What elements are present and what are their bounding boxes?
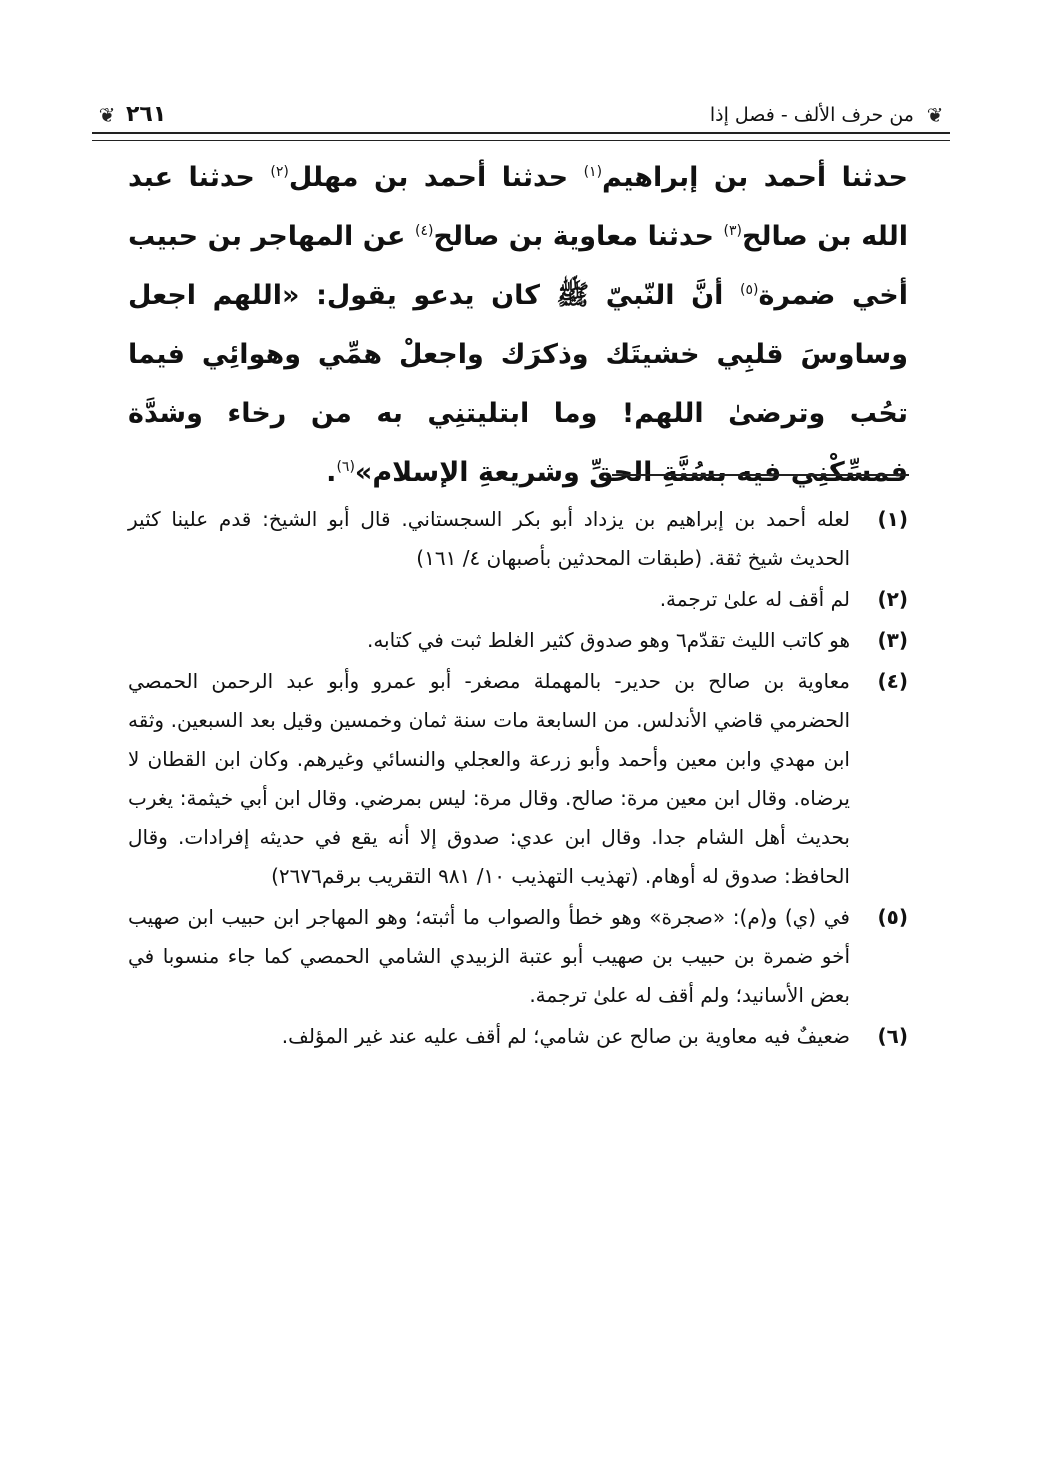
footnote-number: (٤) (877, 669, 908, 693)
footnote-ref-6[interactable]: (٦) (336, 459, 355, 475)
footnote-separator (612, 474, 909, 476)
page-header (92, 96, 950, 144)
footnote-number: (٦) (877, 1024, 908, 1048)
ornament-left-icon: ❦ (98, 103, 116, 127)
footnote-text: لم أقف له علىٰ ترجمة. (659, 587, 850, 611)
footnote-ref-2[interactable]: (٢) (270, 164, 289, 180)
footnote-ref-5[interactable]: (٥) (739, 282, 759, 298)
footnote-text: معاوية بن صالح بن حدير- بالمهملة مصغر- أبو عمرو وأبو عبد الرحمن الحمصي الحضرمي قاضي الأندلس. من السابعة مات سنة ثمان وخمسين وقيل بعد السبعين. وثقه ابن مهدي وابن معين وأحمد وأبو زرعة والعجلي والنسائي وغيرهم. وكان ابن القطان لا يرضاه. وقال ابن معين مرة: صالح. وقال مرة: ليس بمرضي. وقال ابن أبي خيثمة: يغرب بحديث أهل الشام جدا. وقال ابن عدي: صدوق إلا أنه يقع في حديثه إفرادات. وقال الحافظ: صدوق له أوهام. (تهذيب التهذيب ١٠/ ٩٨١ التقريب برقم٢٦٧٦) (128, 669, 850, 888)
footnote-item (128, 662, 908, 896)
footnote-number: (١) (877, 507, 908, 531)
footnote-ref-1[interactable]: (١) (583, 164, 603, 180)
footnote-number: (٥) (877, 905, 908, 929)
hadith-paragraph (128, 148, 908, 502)
footnote-text: لعله أحمد بن إبراهيم بن يزداد أبو بكر السجستاني. قال أبو الشيخ: قدم علينا كثير الحديث شيخ ثقة. (طبقات المحدثين بأصبهان ٤/ ١٦١) (128, 507, 850, 570)
footnotes-list (128, 500, 908, 1058)
text-segment: حدثنا معاوية بن صالح (433, 221, 724, 252)
ornament-right-icon: ❦ (926, 103, 944, 127)
text-segment: حدثنا أحمد بن مهلل (288, 162, 584, 193)
text-segment: . (326, 457, 337, 488)
footnote-text: هو كاتب الليث تقدّم٦ وهو صدوق كثير الغلط ثبت في كتابه. (366, 628, 850, 652)
text-segment: حدثنا عبد الله بن صالح (128, 162, 908, 252)
footnote-item (128, 898, 908, 1015)
footnote-text: ضعيفٌ فيه معاوية بن صالح عن شامي؛ لم أقف عليه عند غير المؤلف. (281, 1024, 850, 1048)
footnote-item (128, 500, 908, 578)
text-segment: عن المهاجر بن حبيب أخي ضمرة (128, 221, 908, 311)
footnote-item (128, 1017, 908, 1056)
footnote-ref-3[interactable]: (٣) (723, 223, 742, 239)
header-rule (92, 132, 950, 141)
page-number: ٢٦١ (126, 102, 167, 127)
text-segment: أنَّ النّبيّ ﷺ كان يدعو يقول: «اللهم اجعل وساوسَ قلبِي خشيتَك وذكرَك واجعلْ همِّي وهوائِي فيما تحُب وترضىٰ اللهم! وما ابتليتنِي به من رخاء وشدَّة فمسِّكْنِي فيه بسُنَّةِ الحقِّ وشريعةِ الإسلام» (128, 280, 908, 488)
main-text (128, 148, 908, 502)
text-segment: حدثنا أحمد بن إبراهيم (602, 162, 908, 193)
footnote-item (128, 580, 908, 619)
footnote-number: (٢) (877, 587, 908, 611)
footnote-item (128, 621, 908, 660)
footnote-ref-4[interactable]: (٤) (414, 223, 434, 239)
footnote-number: (٣) (877, 628, 908, 652)
running-title: من حرف الألف - فصل إذا (709, 104, 914, 126)
footnote-text: في (ي) و(م): «صجرة» وهو خطأ والصواب ما أثبته؛ وهو المهاجر ابن حبيب ابن صهيب أخو ضمرة بن حبيب بن صهيب أبو عتبة الزبيدي الشامي الحمصي كما جاء منسوبا في بعض الأسانيد؛ ولم أقف له علىٰ ترجمة. (128, 905, 850, 1007)
